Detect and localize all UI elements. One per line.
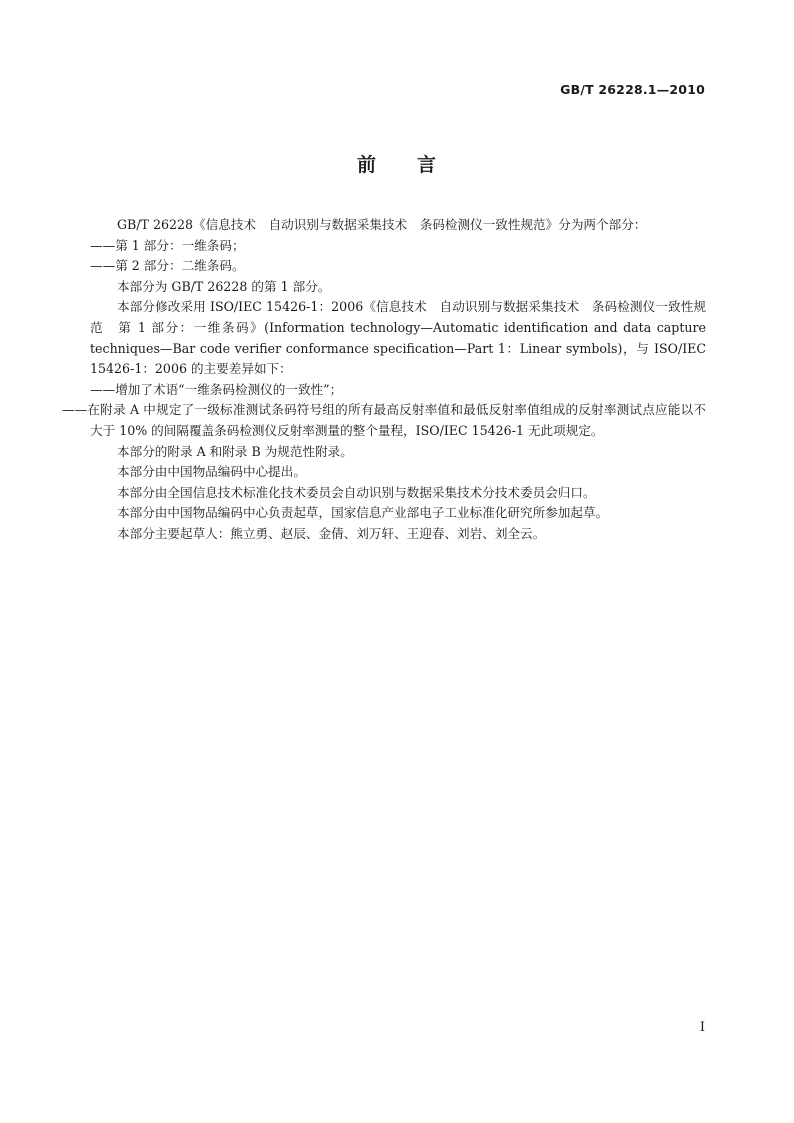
paragraph-drafters: 本部分主要起草人：熊立勇、赵辰、金倩、刘万轩、王迎春、刘岩、刘全云。	[117, 525, 546, 541]
paragraph-parts-intro: GB/T 26228《信息技术 自动识别与数据采集技术 条码检测仪一致性规范》分为两个部分：	[117, 217, 647, 232]
list-item-part-2: ——第 2 部分：二维条码。	[90, 258, 245, 274]
paragraph-annexes: 本部分的附录 A 和附录 B 为规范性附录。	[117, 443, 353, 459]
list-item-part-1: ——第 1 部分：一维条码；	[90, 237, 245, 253]
paragraph-drafting-organizations: 本部分由中国物品编码中心负责起草，国家信息产业部电子工业标准化研究所参加起草。	[117, 505, 609, 521]
paragraph-proposed-by: 本部分由中国物品编码中心提出。	[117, 464, 306, 480]
page-number: I	[699, 1020, 705, 1035]
standard-number: GB/T 26228.1—2010	[560, 82, 705, 97]
paragraph-adoption: 本部分修改采用 ISO/IEC 15426-1：2006《信息技术 自动识别与数据采集技术 条码检测仪一致性规范 第 1 部分：一维条码》(Information technology—Automatic identification and data capture techniques—Bar code verifier conformance specification—Part 1：Linear symbols)，与 ISO/IEC 15426-1：2006 的主要差异如下：	[90, 299, 706, 377]
paragraph-under-jurisdiction: 本部分由全国信息技术标准化技术委员会自动识别与数据采集技术分技术委员会归口。	[117, 484, 596, 500]
paragraph-part-statement: 本部分为 GB/T 26228 的第 1 部分。	[117, 278, 331, 294]
list-item-difference-2: ——在附录 A 中规定了一级标准测试条码符号组的所有最高反射率值和最低反射率值组成的反射率测试点应能以不大于 10% 的间隔覆盖条码检测仪反射率测量的整个量程，ISO/IEC 15426-1 无此项规定。	[62, 402, 706, 438]
foreword-body	[62, 215, 706, 545]
list-item-difference-1: ——增加了术语“一维条码检测仪的一致性”；	[90, 381, 343, 397]
page-title: 前 言	[356, 154, 437, 176]
